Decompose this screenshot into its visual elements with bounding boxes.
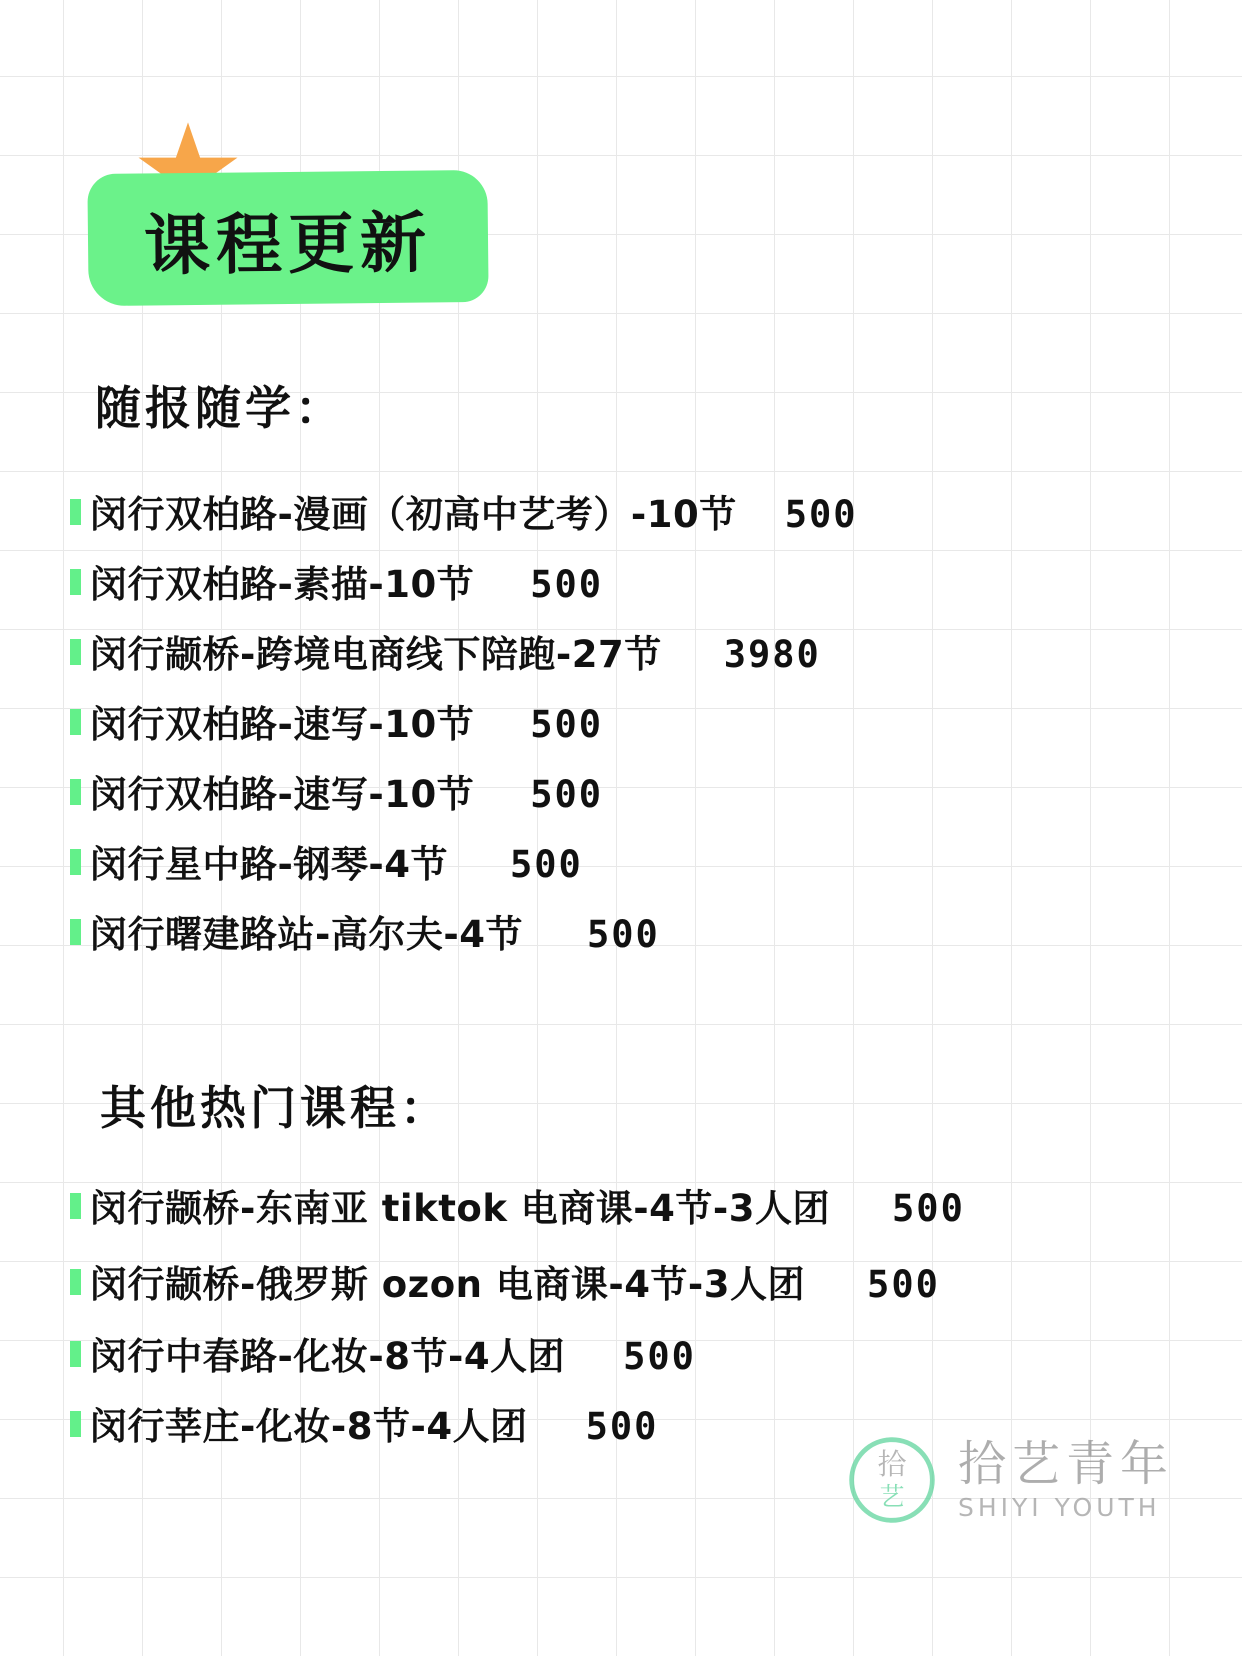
bullet-marker [70,1341,81,1367]
course-name: 闵行颛桥-东南亚 tiktok 电商课-4节-3人团 [90,1187,831,1230]
course-price: 500 [530,703,604,746]
watermark-name-en: SHIYI YOUTH [957,1493,1161,1523]
bullet-marker [70,1411,81,1437]
watermark [844,1432,1174,1528]
course-price: 500 [586,913,660,956]
list-item [70,1326,696,1380]
course-name: 闵行双柏路-速写-10节 [90,703,475,746]
course-price: 500 [867,1263,940,1306]
section-heading-0: 随报随学： [95,381,345,435]
course-price: 500 [623,1335,696,1378]
title-block [88,120,508,320]
svg-text:拾: 拾 [877,1447,907,1482]
list-item [70,554,603,608]
list-item [70,624,821,678]
page-title: 课程更新 [143,203,433,285]
watermark-text [957,1435,1174,1523]
course-name: 闵行中春路-化妆-8节-4人团 [90,1335,566,1378]
course-price: 3980 [723,633,821,676]
section-heading-1: 其他热门课程： [100,1081,450,1135]
course-name: 闵行星中路-钢琴-4节 [90,843,448,886]
shiyi-circle-logo-icon [844,1432,940,1528]
watermark-name-cn: 拾艺青年 [957,1435,1174,1492]
bullet-marker [70,499,81,525]
list-item [70,694,603,748]
bullet-marker [70,569,81,595]
bullet-marker [70,849,81,875]
course-price: 500 [784,493,858,536]
course-price: 500 [892,1187,965,1230]
course-name: 闵行颛桥-跨境电商线下陪跑-27节 [90,633,662,676]
list-item [70,1396,658,1450]
list-item [70,764,603,818]
course-price: 500 [530,563,604,606]
course-name: 闵行双柏路-素描-10节 [90,563,475,606]
course-name: 闵行双柏路-漫画（初高中艺考）-10节 [90,493,737,536]
svg-text:艺: 艺 [879,1481,905,1511]
list-item [70,1254,940,1308]
course-name: 闵行曙建路站-高尔夫-4节 [90,913,523,956]
course-name: 闵行颛桥-俄罗斯 ozon 电商课-4节-3人团 [90,1263,806,1306]
course-name: 闵行莘庄-化妆-8节-4人团 [90,1405,528,1448]
course-price: 500 [509,843,583,886]
list-item [70,484,858,538]
list-item [70,834,583,888]
bullet-marker [70,1269,81,1295]
list-item [70,1178,965,1232]
bullet-marker [70,639,81,665]
course-price: 500 [530,773,604,816]
course-price: 500 [585,1405,659,1448]
list-item [70,904,660,958]
bullet-marker [70,919,81,945]
bullet-marker [70,779,81,805]
course-name: 闵行双柏路-速写-10节 [90,773,475,816]
bullet-marker [70,1193,81,1219]
bullet-marker [70,709,81,735]
